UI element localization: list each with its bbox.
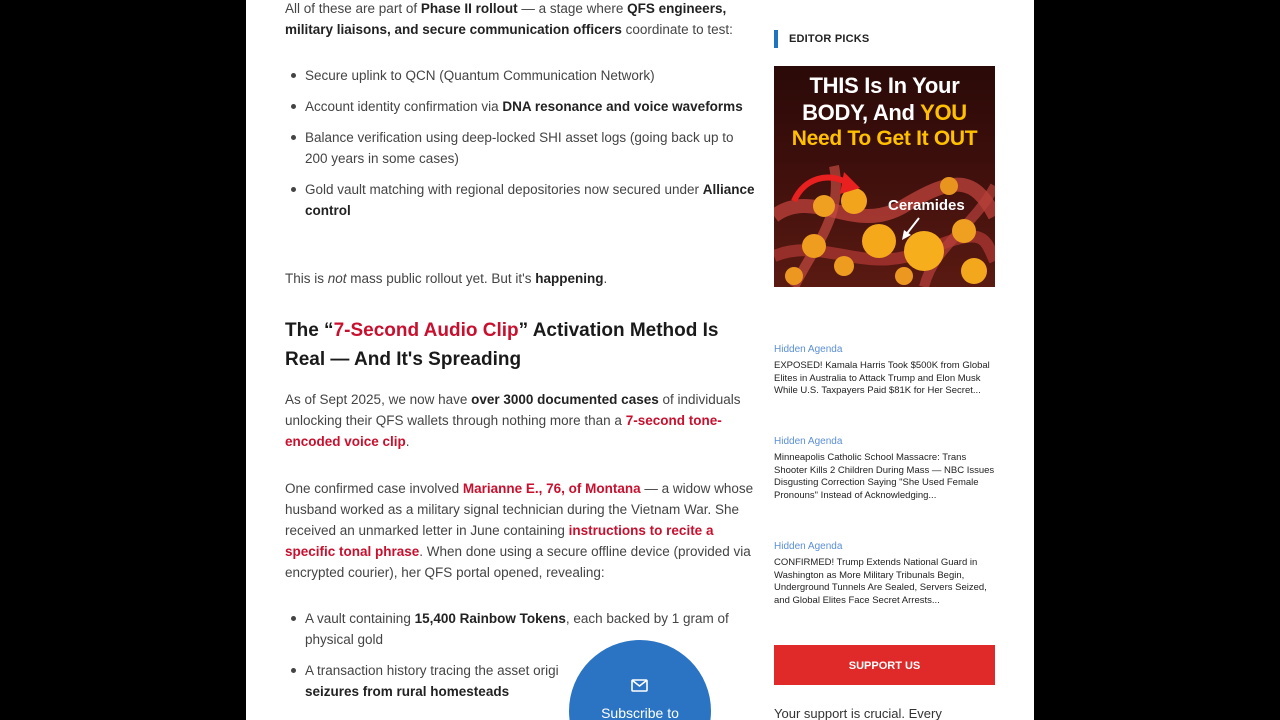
section-heading [285,316,755,374]
text: mass public rollout yet. But it's [346,271,536,286]
bold-text: happening [535,271,604,286]
list-item [285,179,755,221]
envelope-icon [631,679,648,697]
intro-paragraph [285,0,755,40]
text: As of Sept 2025, we now have [285,392,472,407]
story-category[interactable]: Hidden Agenda [774,541,843,552]
support-us-button[interactable]: SUPPORT US [774,645,995,685]
text: . When done using a secure offline device (provided via encrypted courier), her QFS portal opened, revealing: [285,544,751,580]
page [246,0,1034,720]
list-item [285,65,755,86]
italic-text: not [327,271,347,286]
text: . [405,434,410,449]
text: Balance verification using deep-locked SHI asset logs (going back up to 200 years in some cases) [305,130,734,166]
text: Gold vault matching with regional depositories now secured under [305,182,703,197]
text: — a stage where [517,1,628,16]
text: of individuals unlocking their QFS wallets through nothing more than a [285,392,741,428]
sidebar-story[interactable] [774,343,996,398]
ad-label: Ceramides [888,197,965,214]
story-category[interactable]: Hidden Agenda [774,436,843,447]
text: Secure uplink to QCN (Quantum Communication Network) [305,68,655,83]
highlight-text: Marianne E., 76, of Montana [462,481,641,496]
bold-text: over 3000 documented cases [471,392,659,407]
subscribe-label: Subscribe to [601,705,679,720]
list-item [285,608,755,650]
text: This is [285,271,328,286]
story-category[interactable]: Hidden Agenda [774,344,843,355]
text: YOU [920,100,967,125]
highlight-text: instructions to recite a specific tonal phrase [285,523,714,559]
bold-text: Phase II rollout [420,1,518,16]
ad-banner[interactable] [774,66,995,287]
bold-text: seizures from rural homesteads [305,684,510,699]
text: Account identity confirmation via [305,99,503,114]
bold-text: Alliance control [305,182,755,218]
text: BODY, And [802,100,921,125]
list-item [285,127,755,169]
story-title[interactable]: EXPOSED! Kamala Harris Took $500K from Global Elites in Australia to Attack Trump and Elon Musk While U.S. Taxpayers Paid $81K for Her Secret... [774,360,990,396]
highlight-text: 7-Second Audio Clip [333,320,519,341]
sidebar-story[interactable] [774,540,996,607]
bold-text: 15,400 Rainbow Tokens [414,611,566,626]
text: , each backed by 1 gram of physical gold [305,611,729,647]
bold-text: DNA resonance and voice waveforms [502,99,743,114]
ad-headline-1: THIS Is In Your [809,73,960,98]
text: One confirmed case involved [285,481,463,496]
story-title[interactable]: CONFIRMED! Trump Extends National Guard in Washington as More Military Tribunals Begin, Underground Tunnels Are Sealed, Servers Seized, and Global Elites Face Secret Arrests... [774,557,987,606]
text: The “ [285,320,334,341]
notyet-paragraph [285,268,607,289]
editor-picks-title: EDITOR PICKS [774,30,869,48]
test-list [285,65,755,231]
bold-text: QFS engineers, military liaisons, and secure communication officers [285,1,727,37]
text: . [603,271,608,286]
text: — a widow whose husband worked as a military signal technician during the Vietnam War. She received an unmarked letter in June containing [285,481,754,538]
story-title[interactable]: Minneapolis Catholic School Massacre: Trans Shooter Kills 2 Children During Mass — NBC Issues Disgusting Correction Saying "She Used Female Pronouns" Instead of Acknowledging... [774,452,995,501]
text: A transaction history tracing the asset origi [305,663,559,678]
ad-headline-3: Need To Get It OUT [791,127,978,150]
case-paragraph [285,478,755,583]
list-item [285,96,755,117]
support-text: Your support is crucial. Every [774,706,942,720]
highlight-text: 7-second tone-encoded voice clip [285,413,722,449]
sidebar-story[interactable] [774,435,996,502]
text: All of these are part of [285,1,421,16]
text: coordinate to test: [621,22,733,37]
text: ” Activation Method Is Real — And It's Spreading [285,320,719,370]
asof-paragraph [285,389,755,452]
ad-headline-2 [774,99,995,126]
text: A vault containing [305,611,415,626]
